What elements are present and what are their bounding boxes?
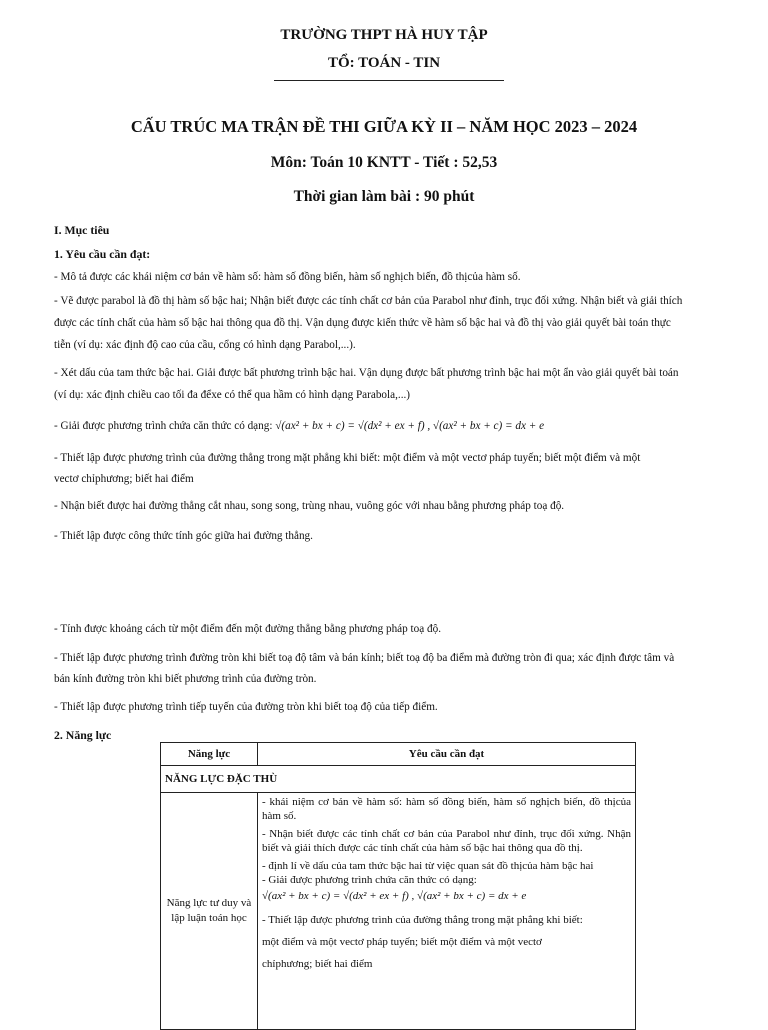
requirement-item: - Thiết lập được phương trình của đường thẳng trong mặt phẳng khi biết: [262, 914, 583, 926]
objective-item-with-formula [54, 415, 719, 437]
objective-item: vectơ chỉphương; biết hai điểm [54, 473, 194, 485]
group-label: NĂNG LỰC ĐẶC THÙ [161, 766, 636, 793]
subsection-heading: 2. Năng lực [54, 728, 112, 742]
objective-item: - Mô tả được các khái niệm cơ bản về hàm số: hàm số đồng biến, hàm số nghịch biến, đồ thịcủa hàm số. [54, 271, 521, 283]
document-title: CẤU TRÚC MA TRẬN ĐỀ THI GIỮA KỲ II – NĂM HỌC 2023 – 2024 [130, 117, 638, 136]
objective-item: - Thiết lập được phương trình của đường thẳng trong mặt phẳng khi biết: một điểm và một vectơ pháp tuyến; biết một điểm và một [54, 452, 641, 464]
table-header: Năng lực [161, 743, 258, 766]
objective-item: - Thiết lập được phương trình tiếp tuyến của đường tròn khi biết toạ độ của tiếp điểm. [54, 701, 438, 713]
requirement-formula: √(ax² + bx + c) = √(dx² + ex + f) , √(ax² + bx + c) = dx + e [262, 890, 527, 902]
objective-text: - Giải được phương trình chứa căn thức có dạng: [54, 420, 276, 432]
requirements-cell [258, 793, 636, 1030]
objective-item: bán kính đường tròn khi biết phương trình của đường tròn. [54, 673, 317, 685]
competency-table [160, 742, 636, 1030]
requirement-item: - Giải được phương trình chứa căn thức có dạng: [262, 874, 477, 886]
objective-item: (ví dụ: xác định chiều cao tối đa đểxe có thể qua hầm có hình dạng Parabola,...) [54, 389, 411, 401]
objective-item: được các tính chất của hàm số bậc hai thông qua đồ thị. Vận dụng được kiến thức về hàm số bậc hai và đồ thị vào giải quyết bài toán thực [54, 317, 671, 329]
objective-item: - Vẽ được parabol là đồ thị hàm số bậc hai; Nhận biết được các tính chất cơ bản của Parabol như đỉnh, trục đối xứng. Nhận biết và giải thích [54, 295, 683, 307]
objective-item: - Xét dấu của tam thức bậc hai. Giải được bất phương trình bậc hai. Vận dụng được bất phương trình bậc hai một ẩn vào giải quyết bài toán [54, 367, 679, 379]
objective-item: - Thiết lập được phương trình đường tròn khi biết toạ độ tâm và bán kính; biết toạ độ ba điểm mà đường tròn đi qua; xác định được tâm và [54, 652, 675, 664]
table-header: Yêu cầu cần đạt [258, 743, 636, 766]
requirement-item: - khái niệm cơ bản về hàm số: hàm số đồng biến, hàm số nghịch biến, đồ thịcủa hàm số. [262, 796, 631, 822]
radical-equation-formula: √(ax² + bx + c) = √(dx² + ex + f) , √(ax² + bx + c) = dx + e [275, 420, 545, 432]
table-row [161, 793, 636, 1030]
subject-line: Môn: Toán 10 KNTT - Tiết : 52,53 [270, 154, 498, 171]
header-divider [274, 80, 504, 81]
section-heading: I. Mục tiêu [54, 223, 110, 237]
table-header-row [161, 743, 636, 766]
department-name: TỔ: TOÁN - TIN [327, 55, 441, 71]
requirement-item: chỉphương; biết hai điểm [262, 958, 373, 970]
duration-line: Thời gian làm bài : 90 phút [293, 188, 475, 205]
requirement-item: - định lí về dấu của tam thức bậc hai từ việc quan sát đồ thịcủa hàm bậc hai [262, 860, 594, 872]
table-group-row [161, 766, 636, 793]
requirement-item: một điểm và một vectơ pháp tuyến; biết một điểm và một vectơ [262, 936, 542, 948]
school-name: TRƯỜNG THPT HÀ HUY TẬP [280, 27, 488, 43]
objective-item: tiễn (ví dụ: xác định độ cao của cầu, cổng có hình dạng Parabol,...). [54, 339, 356, 351]
objective-item: - Thiết lập được công thức tính góc giữa hai đường thẳng. [54, 530, 313, 542]
requirement-item: - Nhận biết được các tính chất cơ bản của Parabol như đỉnh, trục đối xứng. Nhận biết và giải thích được các tính chất của hàm số bậc hai thông qua đồ thị. [262, 828, 631, 854]
objective-item: - Nhận biết được hai đường thẳng cắt nhau, song song, trùng nhau, vuông góc với nhau bằng phương pháp toạ độ. [54, 500, 565, 512]
competency-name: Năng lực tư duy và lập luận toán học [161, 793, 258, 1030]
subsection-heading: 1. Yêu cầu cần đạt: [54, 247, 151, 261]
objective-item: - Tính được khoảng cách từ một điểm đến một đường thẳng bằng phương pháp toạ độ. [54, 623, 441, 635]
